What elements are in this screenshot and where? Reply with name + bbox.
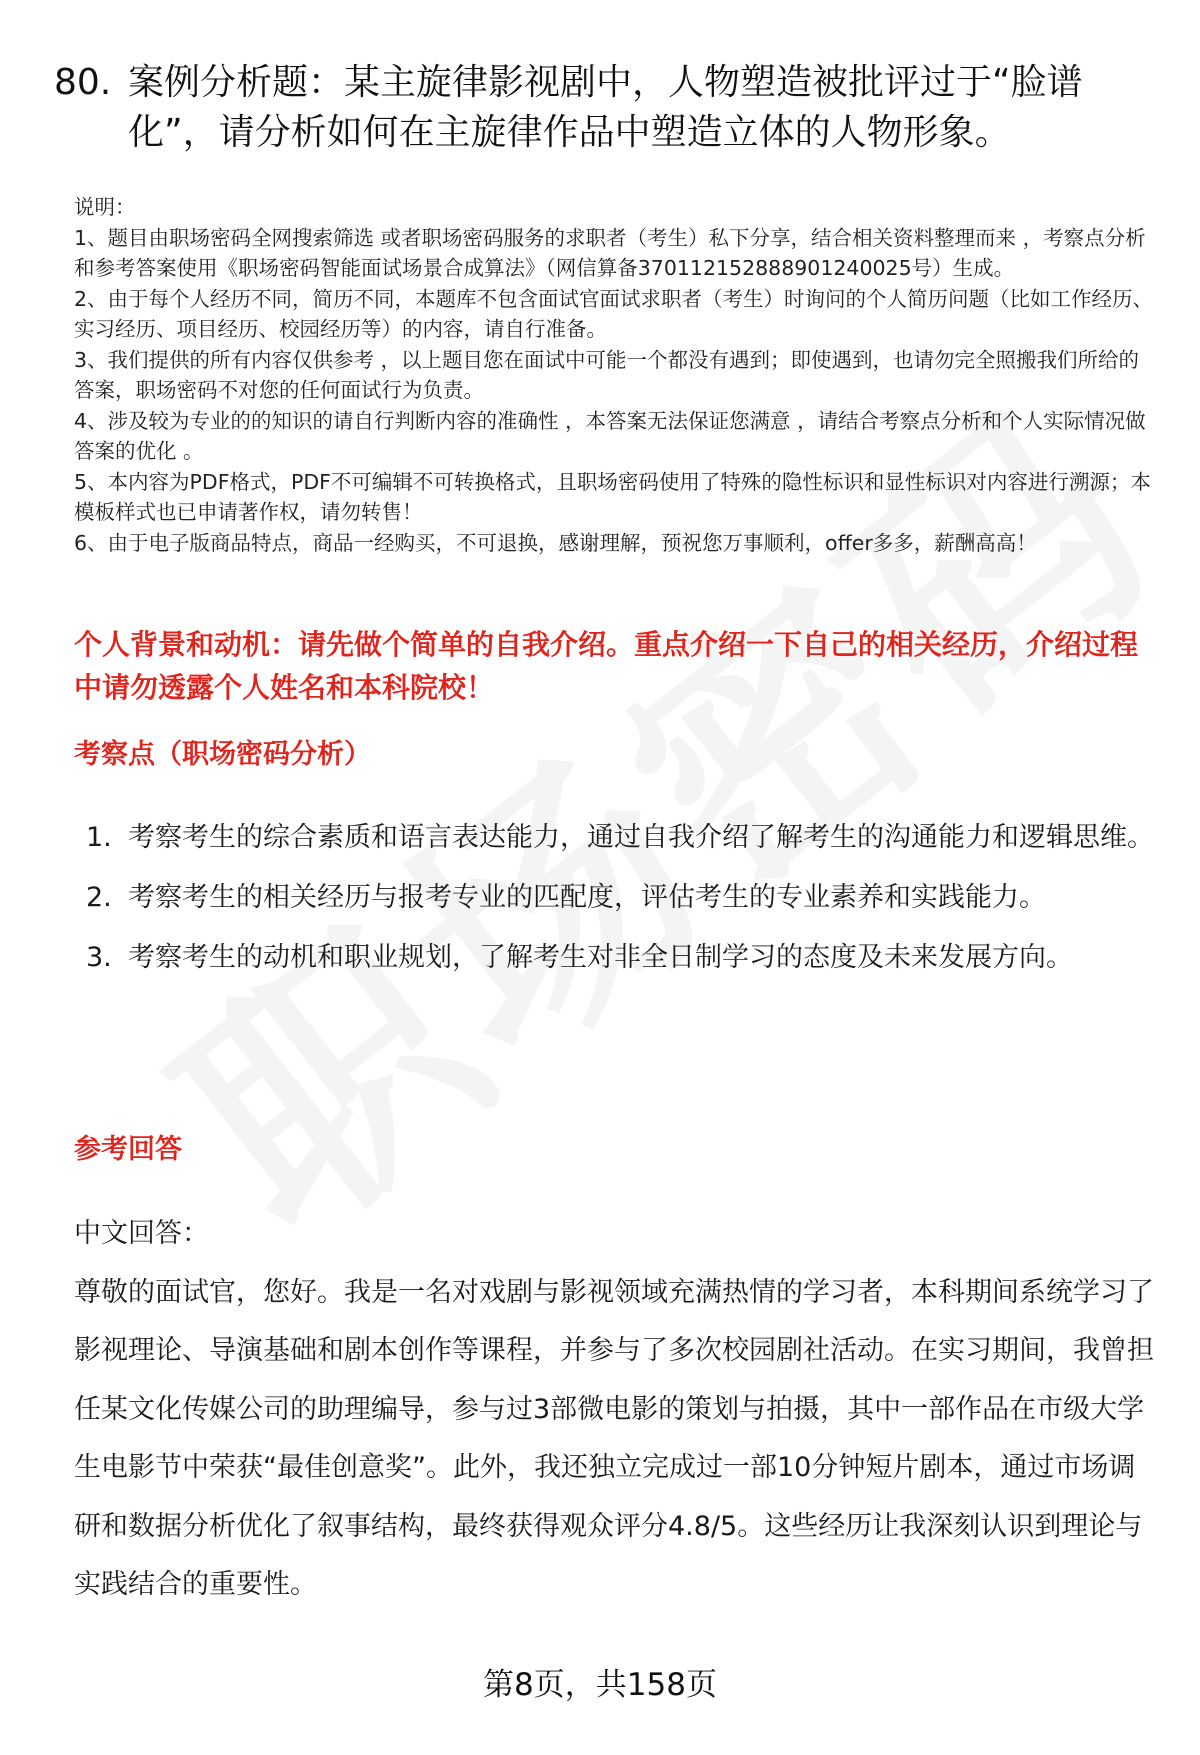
exam-point-index: 3. xyxy=(86,942,112,973)
exam-point-index: 1. xyxy=(86,822,112,853)
note-item: 6、由于电子版商品特点，商品一经购买，不可退换，感谢理解，预祝您万事顺利，offer多多，薪酬高高！ xyxy=(74,530,1037,555)
question-text: 案例分析题：某主旋律影视剧中，人物塑造被批评过于“脸谱化”，请分析如何在主旋律作品中塑造立体的人物形象。 xyxy=(128,62,1083,153)
exam-point-text: 考察考生的相关经历与报考专业的匹配度，评估考生的专业素养和实践能力。 xyxy=(128,882,1046,913)
question-block xyxy=(54,58,1134,158)
note-item: 3、我们提供的所有内容仅供参考 ，以上题目您在面试中可能一个都没有遇到；即使遇到，也请勿完全照搬我们所给的答案，职场密码不对您的任何面试行为负责。 xyxy=(74,347,1140,402)
notes-block xyxy=(74,192,1154,558)
exam-point-text: 考察考生的动机和职业规划，了解考生对非全日制学习的态度及未来发展方向。 xyxy=(128,942,1073,973)
page-footer: 第8页，共158页 xyxy=(483,1667,717,1703)
answer-block xyxy=(74,1205,1154,1615)
exam-point xyxy=(74,808,1154,868)
note-item: 2、由于每个人经历不同，简历不同，本题库不包含面试官面试求职者（考生）时询问的个人简历问题（比如工作经历、实习经历、项目经历、校园经历等）的内容，请自行准备。 xyxy=(74,286,1154,341)
exam-point xyxy=(74,868,1154,928)
intro-question: 个人背景和动机：请先做个简单的自我介绍。重点介绍一下自己的相关经历，介绍过程中请勿透露个人姓名和本科院校！ xyxy=(74,628,1139,704)
answer-body: 尊敬的面试官，您好。我是一名对戏剧与影视领域充满热情的学习者，本科期间系统学习了影视理论、导演基础和剧本创作等课程，并参与了多次校园剧社活动。在实习期间，我曾担任某文化传媒公司的助理编导，参与过3部微电影的策划与拍摄，其中一部作品在市级大学生电影节中荣获“最佳创意奖”。此外，我还独立完成过一部10分钟短片剧本，通过市场调研和数据分析优化了叙事结构，最终获得观众评分4.8/5。这些经历让我深刻认识到理论与实践结合的重要性。 xyxy=(74,1276,1154,1600)
question-number: 80. xyxy=(54,62,112,103)
note-item: 4、涉及较为专业的的知识的请自行判断内容的准确性 ，本答案无法保证您满意 ，请结合考察点分析和个人实际情况做答案的优化 。 xyxy=(74,408,1146,463)
reference-answer-heading: 参考回答 xyxy=(74,1134,182,1165)
note-item: 5、本内容为PDF格式，PDF不可编辑不可转换格式，且职场密码使用了特殊的隐性标识和显性标识对内容进行溯源；本模板样式也已申请著作权，请勿转售！ xyxy=(74,469,1151,524)
answer-label: 中文回答： xyxy=(74,1218,209,1249)
notes-title: 说明： xyxy=(74,195,136,219)
exam-point xyxy=(74,928,1154,988)
exam-points-list xyxy=(74,808,1154,988)
exam-points-heading: 考察点（职场密码分析） xyxy=(74,739,371,770)
note-item: 1、题目由职场密码全网搜索筛选 或者职场密码服务的求职者（考生）私下分享，结合相关资料整理而来 ，考察点分析和参考答案使用《职场密码智能面试场景合成算法》（网信算备370112152888901240025号）生成。 xyxy=(74,225,1146,280)
exam-point-text: 考察考生的综合素质和语言表达能力，通过自我介绍了解考生的沟通能力和逻辑思维。 xyxy=(128,822,1154,853)
exam-point-index: 2. xyxy=(86,882,112,913)
